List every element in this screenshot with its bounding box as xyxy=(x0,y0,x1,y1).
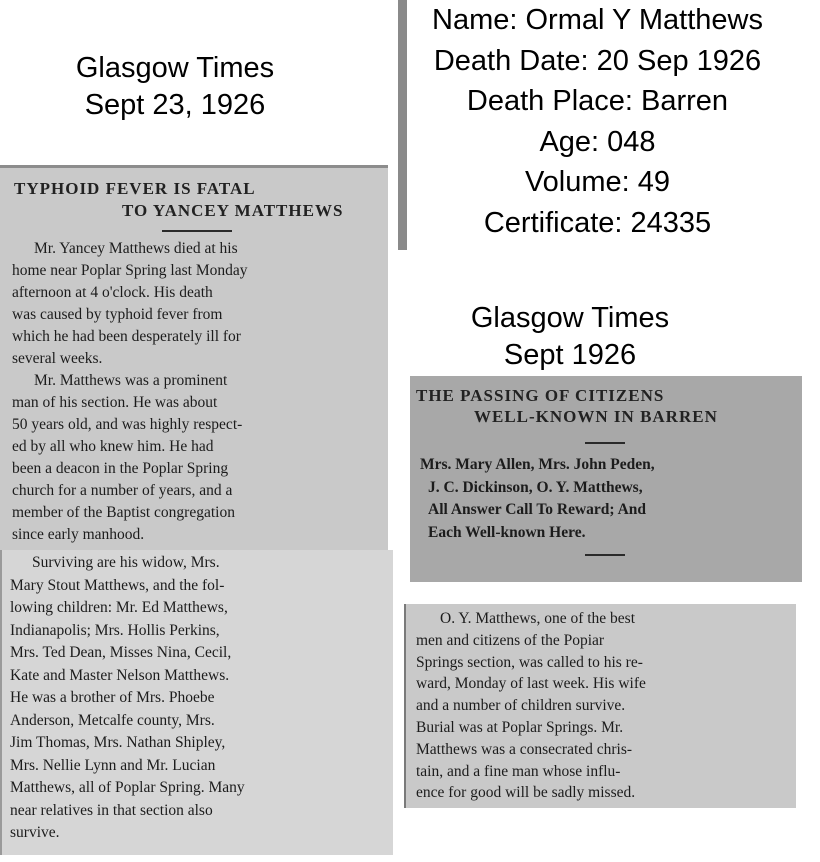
article2-headline-line1: THE PASSING OF CITIZENS xyxy=(416,386,665,405)
article1-headline-line1: TYPHOID FEVER IS FATAL xyxy=(14,179,256,198)
article1-clipping-bottom xyxy=(0,550,393,855)
article2-line: O. Y. Matthews, one of the best xyxy=(440,610,636,627)
article2-line: ward, Monday of last week. His wife xyxy=(416,675,646,693)
article2-headline-line2: WELL-KNOWN IN BARREN xyxy=(474,407,718,426)
article1-line: Mr. Matthews was a prominent xyxy=(34,372,228,389)
record-death-date: Death Date: 20 Sep 1926 xyxy=(433,44,762,77)
death-record xyxy=(400,0,795,243)
headline-rule xyxy=(585,554,625,556)
article1-line: Indianapolis; Mrs. Hollis Perkins, xyxy=(10,621,220,639)
article1-line: afternoon at 4 o'clock. His death xyxy=(12,284,213,301)
article1-line: ed by all who knew him. He had xyxy=(12,438,214,455)
article1-line: was caused by typhoid fever from xyxy=(12,306,223,323)
article1-para3 xyxy=(10,552,387,845)
article1-headline-line2: TO YANCEY MATTHEWS xyxy=(122,201,344,220)
article2-body-clipping xyxy=(404,604,796,808)
headline-rule xyxy=(585,442,625,444)
article2-sub-line: All Answer Call To Reward; And xyxy=(428,501,647,518)
article1-para2 xyxy=(12,370,382,546)
caption-left xyxy=(40,50,310,124)
article1-line: 50 years old, and was highly respect- xyxy=(12,416,243,433)
article1-line: several weeks. xyxy=(12,350,103,367)
caption-right-date: Sept 1926 xyxy=(503,339,637,371)
article1-line: home near Poplar Spring last Monday xyxy=(12,262,248,279)
record-death-place: Death Place: Barren xyxy=(466,85,729,117)
article2-line: Burial was at Poplar Springs. Mr. xyxy=(416,718,624,736)
article1-line: member of the Baptist congregation xyxy=(12,504,235,521)
article2-body xyxy=(416,608,788,804)
article1-line: Anderson, Metcalfe county, Mrs. xyxy=(10,711,215,729)
article2-sub-line: Mrs. Mary Allen, Mrs. John Peden, xyxy=(420,456,655,473)
caption-right-publication: Glasgow Times xyxy=(470,302,670,334)
article2-subheadline xyxy=(416,454,794,544)
article2-line: Springs section, was called to his re- xyxy=(416,653,643,671)
caption-left-date: Sept 23, 1926 xyxy=(84,89,266,121)
article1-line: Kate and Master Nelson Matthews. xyxy=(10,666,230,684)
article1-line: church for a number of years, and a xyxy=(12,482,233,499)
article2-line: Matthews was a consecrated chris- xyxy=(416,740,633,758)
article1-para1 xyxy=(12,238,382,370)
article1-line: Mrs. Nellie Lynn and Mr. Lucian xyxy=(10,756,216,774)
article2-line: men and citizens of the Popiar xyxy=(416,631,605,649)
article1-line: Mary Stout Matthews, and the fol- xyxy=(10,576,225,594)
article1-line: survive. xyxy=(10,824,60,841)
article1-clipping-top xyxy=(0,165,388,550)
article1-line: which he had been desperately ill for xyxy=(12,328,241,345)
article2-sub-line: J. C. Dickinson, O. Y. Matthews, xyxy=(428,478,643,496)
article2-sub-line: Each Well-known Here. xyxy=(428,523,586,541)
article2-line: and a number of children survive. xyxy=(416,697,626,715)
headline-rule xyxy=(162,230,232,232)
article1-line: lowing children: Mr. Ed Matthews, xyxy=(10,599,228,616)
record-name: Name: Ormal Y Matthews xyxy=(432,4,763,36)
record-age: Age: 048 xyxy=(539,125,656,158)
article1-line: Surviving are his widow, Mrs. xyxy=(32,554,220,571)
caption-left-publication: Glasgow Times xyxy=(75,52,275,84)
record-volume: Volume: 49 xyxy=(524,166,671,198)
article1-line: been a deacon in the Poplar Spring xyxy=(12,460,229,477)
article1-line: Mr. Yancey Matthews died at his xyxy=(34,240,238,257)
article1-line: Mrs. Ted Dean, Misses Nina, Cecil, xyxy=(10,644,232,661)
article2-line: tain, and a fine man whose influ- xyxy=(416,762,621,780)
article1-line: man of his section. He was about xyxy=(12,394,218,411)
article2-headline-clipping xyxy=(410,376,802,582)
article1-line: since early manhood. xyxy=(12,526,145,543)
record-certificate: Certificate: 24335 xyxy=(483,206,712,239)
article2-line: ence for good will be sadly missed. xyxy=(416,784,636,802)
article1-line: Jim Thomas, Mrs. Nathan Shipley, xyxy=(10,734,226,751)
article1-line: He was a brother of Mrs. Phoebe xyxy=(10,689,215,706)
article1-line: near relatives in that section also xyxy=(10,801,213,819)
article1-line: Matthews, all of Poplar Spring. Many xyxy=(10,779,245,796)
caption-right xyxy=(430,300,710,374)
